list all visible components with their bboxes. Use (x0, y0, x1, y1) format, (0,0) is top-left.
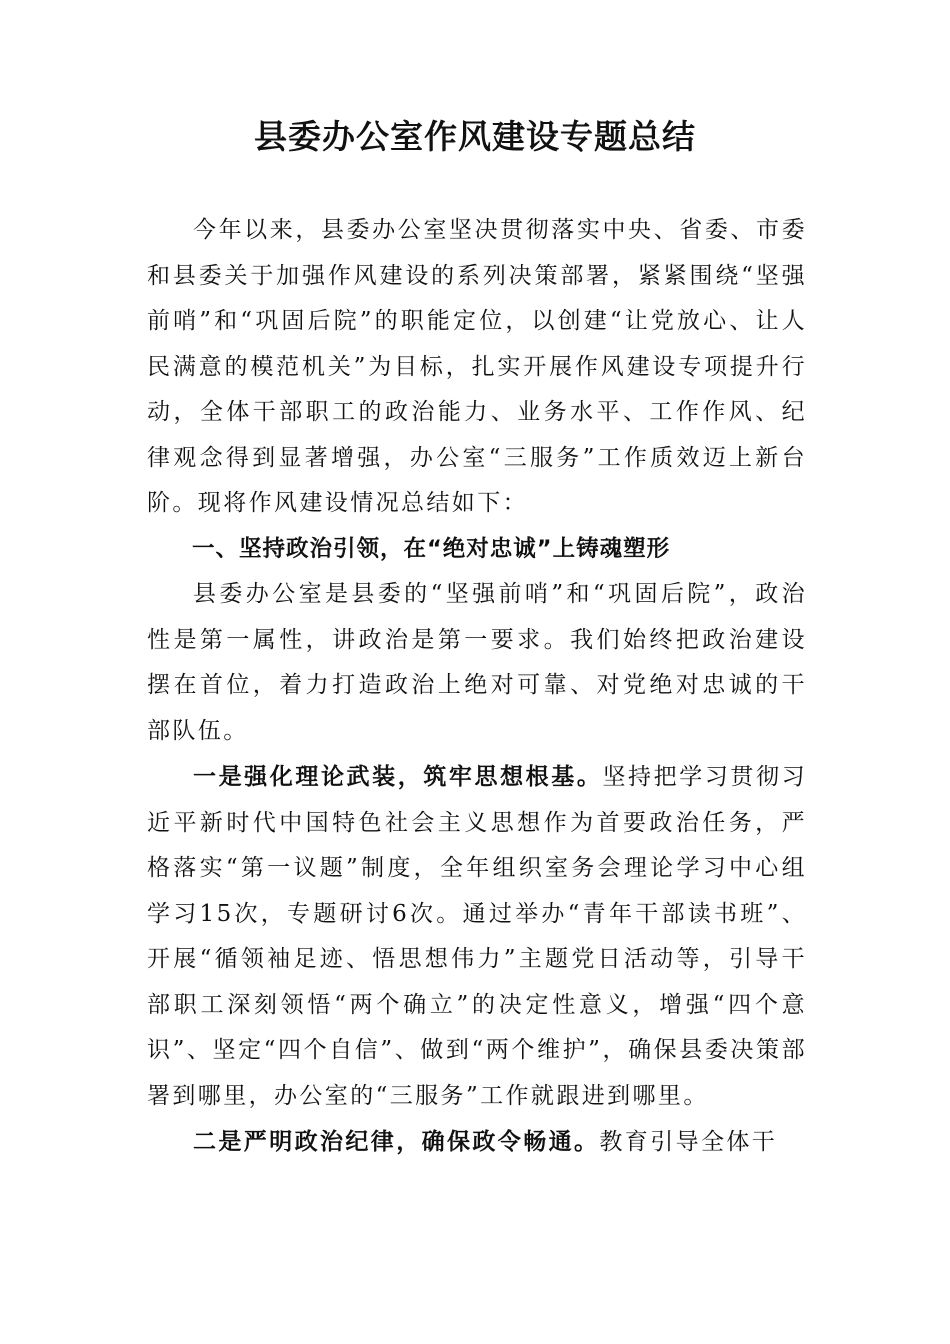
item-lead-1: 一是强化理论武装，筑牢思想根基。 (193, 763, 603, 790)
item-lead-2: 二是严明政治纪律，确保政令畅通。 (193, 1128, 600, 1155)
item-paragraph-1 (147, 754, 807, 1119)
document-body (147, 208, 807, 1166)
section-heading: 一、坚持政治引领，在“绝对忠诚”上铸魂塑形 (192, 535, 671, 562)
section-paragraph: 县委办公室是县委的“坚强前哨”和“巩固后院”，政治性是第一属性，讲政治是第一要求。我们始终把政治建设摆在首位，着力打造政治上绝对可靠、对党绝对忠诚的干部队伍。 (147, 581, 807, 744)
document-title: 县委办公室作风建设专题总结 (254, 117, 696, 156)
intro-paragraph: 今年以来，县委办公室坚决贯彻落实中央、省委、市委和县委关于加强作风建设的系列决策部署，紧紧围绕“坚强前哨”和“巩固后院”的职能定位，以创建“让党放心、让人民满意的模范机关”为目标，扎实开展作风建设专项提升行动，全体干部职工的政治能力、业务水平、工作作风、纪律观念得到显著增强，办公室“三服务”工作质效迈上新台阶。现将作风建设情况总结如下： (147, 217, 807, 516)
item-text-1: 坚持把学习贯彻习近平新时代中国特色社会主义思想作为首要政治任务，严格落实“第一议题”制度，全年组织室务会理论学习中心组学习15次，专题研讨6次。通过举办“青年干部读书班”、开展“循领袖足迹、悟思想伟力”主题党日活动等，引导干部职工深刻领悟“两个确立”的决定性意义，增强“四个意识”、坚定“四个自信”、做到“两个维护”，确保县委决策部署到哪里，办公室的“三服务”工作就跟进到哪里。 (147, 764, 808, 1109)
item-text-2: 教育引导全体干 (599, 1129, 778, 1155)
item-paragraph-2 (147, 1119, 807, 1166)
